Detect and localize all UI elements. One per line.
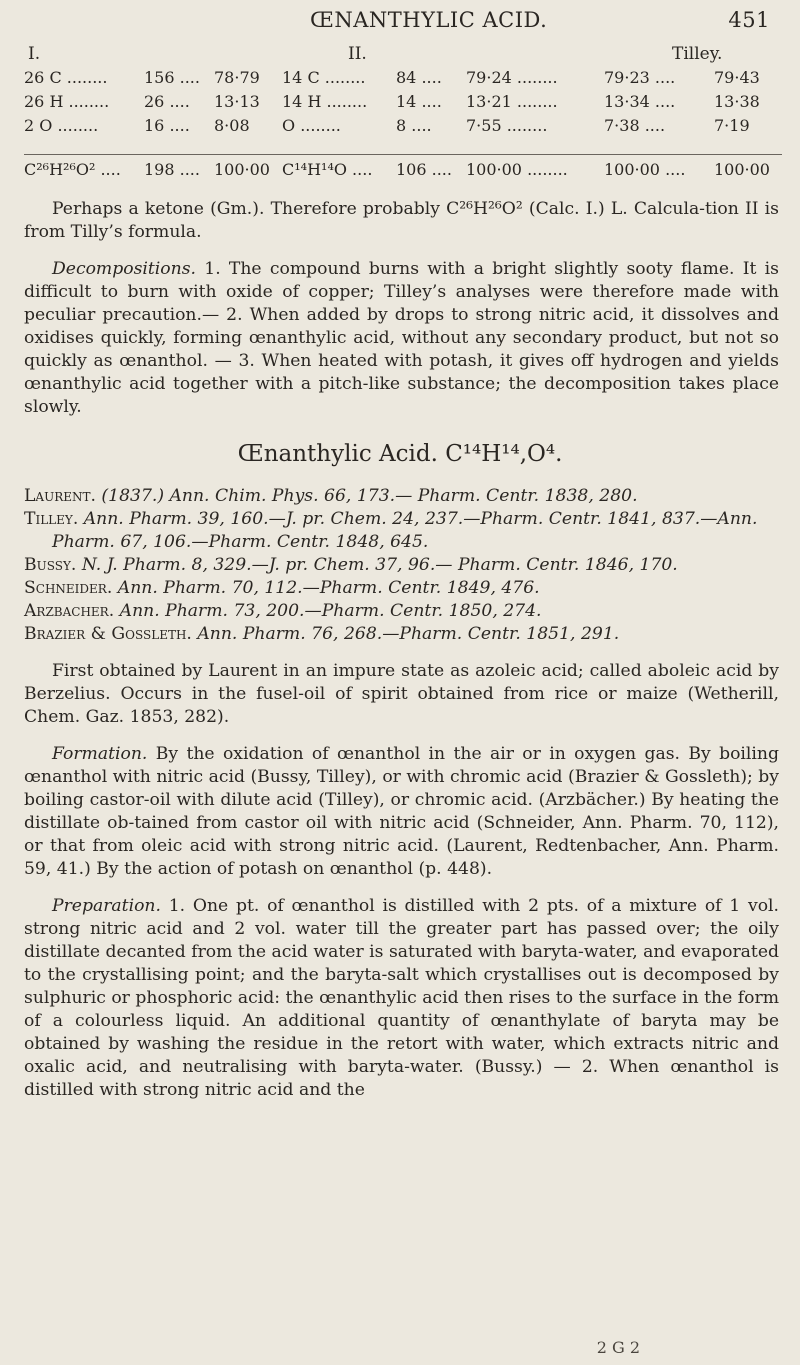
analysis-table: [24, 44, 782, 179]
table-cell: 100·00 ....: [604, 160, 686, 179]
table-cell: 26 ....: [144, 92, 190, 111]
reference-author: Bussy.: [24, 555, 77, 575]
table-cell: 13·34 ....: [604, 92, 676, 111]
table-cell: 14 C ........: [282, 68, 366, 87]
table-cell: O ........: [282, 116, 341, 135]
table-cell: 13·21 ........: [466, 92, 558, 111]
table-cell: 2 O ........: [24, 116, 99, 135]
paragraph-calculation-note: Perhaps a ketone (Gm.). Therefore probably C²⁶H²⁶O² (Calc. I.) L. Calcula-tion II is from Tilly’s formula.: [24, 199, 779, 242]
column-head-calc-2: II.: [348, 44, 367, 64]
paragraph-formation: [24, 743, 779, 881]
paragraph-lead: Preparation.: [52, 896, 161, 916]
table-row: [24, 116, 782, 140]
list-item: [24, 508, 779, 554]
reference-text: (1837.) Ann. Chim. Phys. 66, 173.— Pharm. Centr. 1838, 280.: [95, 486, 638, 506]
paragraph-body: 1. The compound burns with a bright slightly sooty flame. It is difficult to burn with oxide of copper; Tilley’s analyses were therefore made with peculiar precaution.— 2. When added by drops to strong nitric acid, it dissolves and oxidises quickly, forming œnanthylic acid, without any secondary product, but not so quickly as œnanthol. — 3. When heated with potash, it gives off hydrogen and yields œnanthylic acid together with a pitch-like substance; the decomposition takes place slowly.: [24, 259, 779, 417]
column-head-tilley: Tilley.: [672, 44, 723, 64]
table-cell: 14 ....: [396, 92, 442, 111]
paragraph-lead: Formation.: [52, 744, 148, 764]
section-heading: Œnanthylic Acid. C¹⁴H¹⁴,O⁴.: [237, 441, 563, 467]
reference-author: Laurent.: [24, 486, 96, 506]
table-row: [24, 92, 782, 116]
table-cell: 13·13: [214, 92, 260, 111]
reference-author: Schneider.: [24, 578, 113, 598]
table-cell: 198 ....: [144, 160, 200, 179]
reference-text: N. J. Pharm. 8, 329.—J. pr. Chem. 37, 96.— Pharm. Centr. 1846, 170.: [76, 555, 678, 575]
table-cell: 100·00: [214, 160, 270, 179]
paragraph-decompositions: [24, 258, 779, 419]
table-cell: 78·79: [214, 68, 260, 87]
reference-text: Ann. Pharm. 76, 268.—Pharm. Centr. 1851, 291.: [191, 624, 620, 644]
list-item: [24, 623, 779, 646]
signature-mark: 2 G 2: [596, 1338, 640, 1357]
list-item: [24, 600, 779, 623]
table-total-row: [24, 160, 782, 186]
table-cell: 156 ....: [144, 68, 200, 87]
list-item: [24, 554, 779, 577]
reference-text: Ann. Pharm. 39, 160.—J. pr. Chem. 24, 237.—Pharm. Centr. 1841, 837.—Ann. Pharm. 67, 106.—Pharm. Centr. 1848, 645.: [52, 509, 758, 552]
reference-author: Tilley.: [24, 509, 79, 529]
table-cell: 7·38 ....: [604, 116, 666, 135]
table-cell: 79·43: [714, 68, 760, 87]
table-cell: C¹⁴H¹⁴O ....: [282, 160, 373, 179]
table-cell: 7·19: [714, 116, 750, 135]
reference-text: Ann. Pharm. 73, 200.—Pharm. Centr. 1850, 274.: [114, 601, 542, 621]
table-cell: 100·00 ........: [466, 160, 568, 179]
table-column-heads: [24, 44, 782, 68]
table-cell: 14 H ........: [282, 92, 368, 111]
table-cell: 79·23 ....: [604, 68, 676, 87]
table-row: [24, 68, 782, 92]
reference-author: Arzbacher.: [24, 601, 115, 621]
column-head-calc-1: I.: [28, 44, 41, 64]
paragraph-preparation: [24, 895, 779, 1330]
paragraph-body: 1. One pt. of œnanthol is distilled with 2 pts. of a mixture of 1 vol. strong nitric acid and 2 vol. water till the greater part has passed over; the oily distillate decanted from the acid water is saturated with baryta-water, and evaporated to the crystallising point; and the baryta-salt which crystallises out is decomposed by sulphuric or phosphoric acid: the œnanthylic acid then rises to the surface in the form of a colourless liquid. An additional quantity of œnanthylate of baryta may be obtained by washing the residue in the retort with water, which extracts nitric and oxalic acid, and neutralising with baryta-water. (Bussy.) — 2. When œnanthol is distilled with strong nitric acid and the: [24, 896, 779, 1100]
table-cell: 106 ....: [396, 160, 452, 179]
paragraph-lead: Decompositions.: [52, 259, 196, 279]
list-item: [24, 485, 779, 508]
table-cell: 7·55 ........: [466, 116, 548, 135]
reference-author: Brazier & Gossleth.: [24, 624, 192, 644]
table-cell: 8·08: [214, 116, 250, 135]
table-cell: 13·38: [714, 92, 760, 111]
table-cell: 26 C ........: [24, 68, 108, 87]
running-title: ŒNANTHYLIC ACID.: [310, 8, 548, 32]
table-cell: 26 H ........: [24, 92, 110, 111]
list-item: [24, 577, 779, 600]
table-cell: 8 ....: [396, 116, 432, 135]
table-cell: 84 ....: [396, 68, 442, 87]
table-cell: 79·24 ........: [466, 68, 558, 87]
page-number: 451: [728, 8, 770, 32]
table-cell: 16 ....: [144, 116, 190, 135]
paragraph-history: First obtained by Laurent in an impure state as azoleic acid; called aboleic acid by Berzelius. Occurs in the fusel-oil of spirit obtained from rice or maize (Wetherill, Chem. Gaz. 1853, 282).: [24, 661, 779, 727]
paragraph-body: By the oxidation of œnanthol in the air or in oxygen gas. By boiling œnanthol with nitric acid (Bussy, Tilley), or with chromic acid (Brazier & Gossleth); by boiling castor-oil with dilute acid (Tilley), or chromic acid. (Arzbächer.) By heating the distillate ob-tained from castor oil with nitric acid (Schneider, Ann. Pharm. 70, 112), or that from oleic acid with strong nitric acid. (Laurent, Redtenbacher, Ann. Pharm. 59, 41.) By the action of potash on œnanthol (p. 448).: [24, 744, 779, 879]
table-total-rule: [24, 154, 782, 155]
reference-list: [24, 485, 779, 646]
table-cell: C²⁶H²⁶O² ....: [24, 160, 121, 179]
reference-text: Ann. Pharm. 70, 112.—Pharm. Centr. 1849, 476.: [112, 578, 540, 598]
table-cell: 100·00: [714, 160, 770, 179]
